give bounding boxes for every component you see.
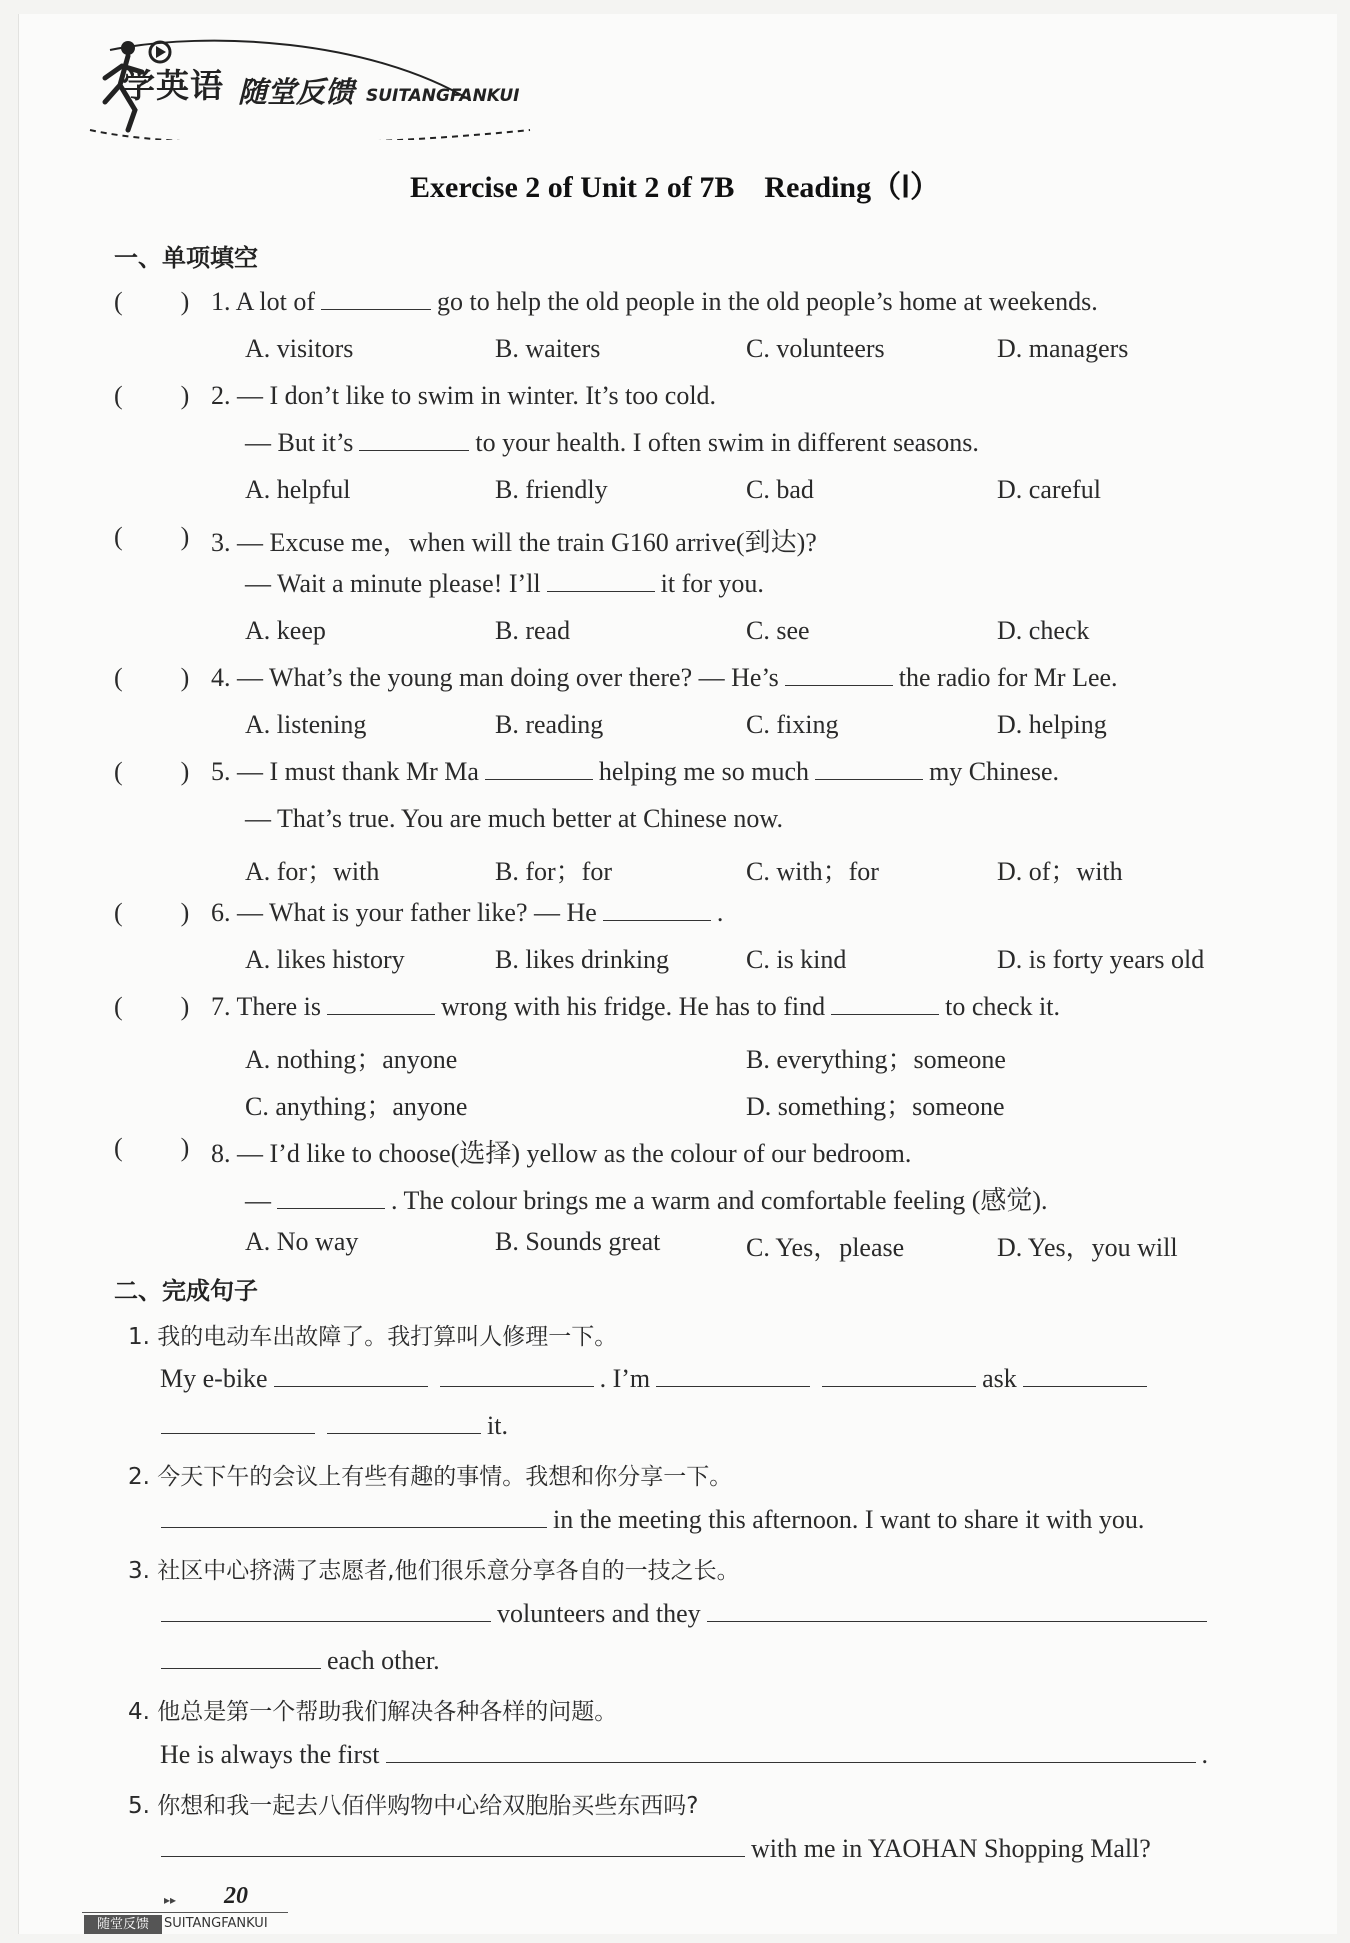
question-4 <box>211 663 1118 693</box>
question-text: helping me so much <box>598 757 810 786</box>
question-text: — I must thank Mr Ma <box>237 757 479 786</box>
footer-brand: SUITANGFANKUI <box>164 1916 268 1931</box>
option-c: C. bad <box>746 475 814 504</box>
sentence-4-line1 <box>160 1740 1208 1770</box>
question-text: go to help the old people in the old people’s home at weekends. <box>437 287 1098 316</box>
sentence-text: . I’m <box>599 1364 651 1393</box>
sentence-text: each other. <box>327 1646 440 1675</box>
question-8 <box>211 1133 911 1170</box>
question-2-line2 <box>245 428 979 458</box>
sentence-text: with me in YAOHAN Shopping Mall? <box>751 1834 1151 1863</box>
blank[interactable] <box>277 1186 385 1209</box>
option-d: D. helping <box>997 710 1107 739</box>
question-text: There is <box>236 992 321 1021</box>
blank[interactable] <box>822 1364 976 1387</box>
blank[interactable] <box>321 287 431 310</box>
blank[interactable] <box>274 1364 428 1387</box>
option-b: B. Sounds great <box>495 1227 661 1256</box>
blank[interactable] <box>161 1834 745 1857</box>
question-5 <box>211 757 1059 787</box>
question-text: . The colour brings me a warm and comfortable feeling (感觉). <box>391 1186 1048 1215</box>
question-text: wrong with his fridge. He has to find <box>441 992 826 1021</box>
option-a: A. keep <box>245 616 326 645</box>
question-text: — What’s the young man doing over there? — He’s <box>237 663 779 692</box>
blank[interactable] <box>161 1599 491 1622</box>
brand-english: SUITANGFANKUI <box>366 86 520 106</box>
question-number: 7. <box>211 992 231 1021</box>
blank[interactable] <box>359 428 469 451</box>
blank[interactable] <box>831 992 939 1015</box>
blank[interactable] <box>327 992 435 1015</box>
answer-bracket-8[interactable]: ( ) <box>114 1133 190 1162</box>
option-a: A. visitors <box>245 334 354 363</box>
sentence-text: in the meeting this afternoon. I want to share it with you. <box>553 1505 1145 1534</box>
option-b: B. friendly <box>495 475 608 504</box>
option-a: A. nothing；anyone <box>245 1045 458 1074</box>
answer-bracket-2[interactable]: ( ) <box>114 381 190 410</box>
sentence-text: He is always the first <box>160 1740 380 1769</box>
question-8-line2 <box>245 1180 1048 1217</box>
sentence-4-chinese: 4. 他总是第一个帮助我们解决各种各样的问题。 <box>128 1699 618 1725</box>
sentence-3-chinese: 3. 社区中心挤满了志愿者,他们很乐意分享各自的一技之长。 <box>128 1558 740 1584</box>
question-text: — I’d like to choose(选择) yellow as the colour of our bedroom. <box>237 1139 912 1168</box>
option-c: C. is kind <box>746 945 847 974</box>
sentence-1-chinese: 1. 我的电动车出故障了。我打算叫人修理一下。 <box>128 1324 618 1350</box>
question-text: the radio for Mr Lee. <box>898 663 1118 692</box>
option-d: D. check <box>997 616 1090 645</box>
sentence-text: ask <box>982 1364 1017 1393</box>
section-heading-1: 一、单项填空 <box>114 244 258 272</box>
question-number: 4. <box>211 663 231 692</box>
answer-bracket-1[interactable]: ( ) <box>114 287 190 316</box>
blank[interactable] <box>815 757 923 780</box>
blank[interactable] <box>327 1411 481 1434</box>
question-1 <box>211 287 1098 317</box>
option-d: D. something；someone <box>746 1092 1005 1121</box>
option-a: A. listening <box>245 710 367 739</box>
blank[interactable] <box>1023 1364 1147 1387</box>
sentence-2-chinese: 2. 今天下午的会议上有些有趣的事情。我想和你分享一下。 <box>128 1464 733 1490</box>
answer-bracket-3[interactable]: ( ) <box>114 522 190 551</box>
blank[interactable] <box>485 757 593 780</box>
blank[interactable] <box>785 663 893 686</box>
question-text: . <box>716 898 724 927</box>
title-sub: Reading（Ⅰ） <box>764 171 940 204</box>
sentence-2-line1 <box>155 1505 1144 1535</box>
question-text: A lot of <box>235 287 316 316</box>
blank[interactable] <box>386 1740 1196 1763</box>
question-text: — Excuse me，when will the train G160 arrive(到达)? <box>237 528 817 557</box>
question-text: it for you. <box>660 569 764 598</box>
question-6 <box>211 898 723 928</box>
sentence-text: volunteers and they <box>497 1599 701 1628</box>
option-a: A. likes history <box>245 945 405 974</box>
section-heading-2: 二、完成句子 <box>114 1277 258 1305</box>
question-text: — But it’s <box>245 428 354 457</box>
option-b: B. read <box>495 616 571 645</box>
title-main: Exercise 2 of Unit 2 of 7B <box>410 171 735 204</box>
blank[interactable] <box>547 569 655 592</box>
blank[interactable] <box>161 1505 547 1528</box>
option-c: C. volunteers <box>746 334 885 363</box>
sentence-5-chinese: 5. 你想和我一起去八佰伴购物中心给双胞胎买些东西吗? <box>128 1793 699 1819</box>
sentence-3-line2 <box>155 1646 440 1676</box>
question-text: — I don’t like to swim in winter. It’s too cold. <box>237 381 717 410</box>
question-text: to your health. I often swim in different seasons. <box>475 428 979 457</box>
double-arrow-icon: ▸▸ <box>164 1893 177 1907</box>
answer-bracket-7[interactable]: ( ) <box>114 992 190 1021</box>
page-title <box>0 162 1350 206</box>
option-b: B. everything；someone <box>746 1045 1006 1074</box>
blank[interactable] <box>656 1364 810 1387</box>
option-c: C. fixing <box>746 710 839 739</box>
option-d: D. careful <box>997 475 1101 504</box>
question-5-line2: — That’s true. You are much better at Chinese now. <box>245 804 783 833</box>
blank[interactable] <box>603 898 711 921</box>
question-text: — <box>245 1186 271 1215</box>
brand-subtitle: 随堂反馈 <box>238 75 355 109</box>
question-text: — Wait a minute please! I’ll <box>245 569 541 598</box>
option-d: D. is forty years old <box>997 945 1205 974</box>
option-a: A. helpful <box>245 475 351 504</box>
blank[interactable] <box>161 1411 315 1434</box>
question-3 <box>211 522 817 559</box>
sentence-text: My e-bike <box>160 1364 268 1393</box>
answer-bracket-5[interactable]: ( ) <box>114 757 190 786</box>
option-b: B. waiters <box>495 334 601 363</box>
option-d: D. Yes，you will <box>997 1233 1178 1262</box>
option-d: D. managers <box>997 334 1129 363</box>
option-d: D. of；with <box>997 857 1123 886</box>
question-7 <box>211 992 1060 1022</box>
blank[interactable] <box>440 1364 594 1387</box>
brand-title: 学英语 <box>122 66 224 105</box>
question-number: 3. <box>211 528 231 557</box>
page-number: 20 <box>224 1883 248 1909</box>
sentence-1-line2 <box>155 1411 508 1441</box>
question-text: my Chinese. <box>929 757 1060 786</box>
blank[interactable] <box>161 1646 321 1669</box>
question-number: 5. <box>211 757 231 786</box>
question-2 <box>211 381 716 411</box>
blank[interactable] <box>707 1599 1207 1622</box>
footer-divider <box>82 1912 288 1913</box>
question-number: 6. <box>211 898 231 927</box>
sentence-5-line1 <box>155 1834 1151 1864</box>
sentence-text: . <box>1201 1740 1209 1769</box>
question-number: 2. <box>211 381 231 410</box>
option-b: B. for；for <box>495 857 612 886</box>
sentence-1-line1 <box>160 1364 1153 1394</box>
option-b: B. likes drinking <box>495 945 670 974</box>
footer-badge: 随堂反馈 <box>84 1915 162 1934</box>
question-number: 8. <box>211 1139 231 1168</box>
question-text: — What is your father like? — He <box>237 898 597 927</box>
option-c: C. Yes，please <box>746 1233 905 1262</box>
answer-bracket-4[interactable]: ( ) <box>114 663 190 692</box>
question-number: 1. <box>211 287 231 316</box>
option-c: C. with；for <box>746 857 879 886</box>
option-a: A. for；with <box>245 857 380 886</box>
option-a: A. No way <box>245 1227 359 1256</box>
option-c: C. see <box>746 616 810 645</box>
sentence-3-line1 <box>155 1599 1213 1629</box>
sentence-text: it. <box>487 1411 508 1440</box>
answer-bracket-6[interactable]: ( ) <box>114 898 190 927</box>
header-logo <box>50 30 570 140</box>
option-c: C. anything；anyone <box>245 1092 468 1121</box>
question-3-line2 <box>245 569 764 599</box>
option-b: B. reading <box>495 710 604 739</box>
question-text: to check it. <box>945 992 1060 1021</box>
